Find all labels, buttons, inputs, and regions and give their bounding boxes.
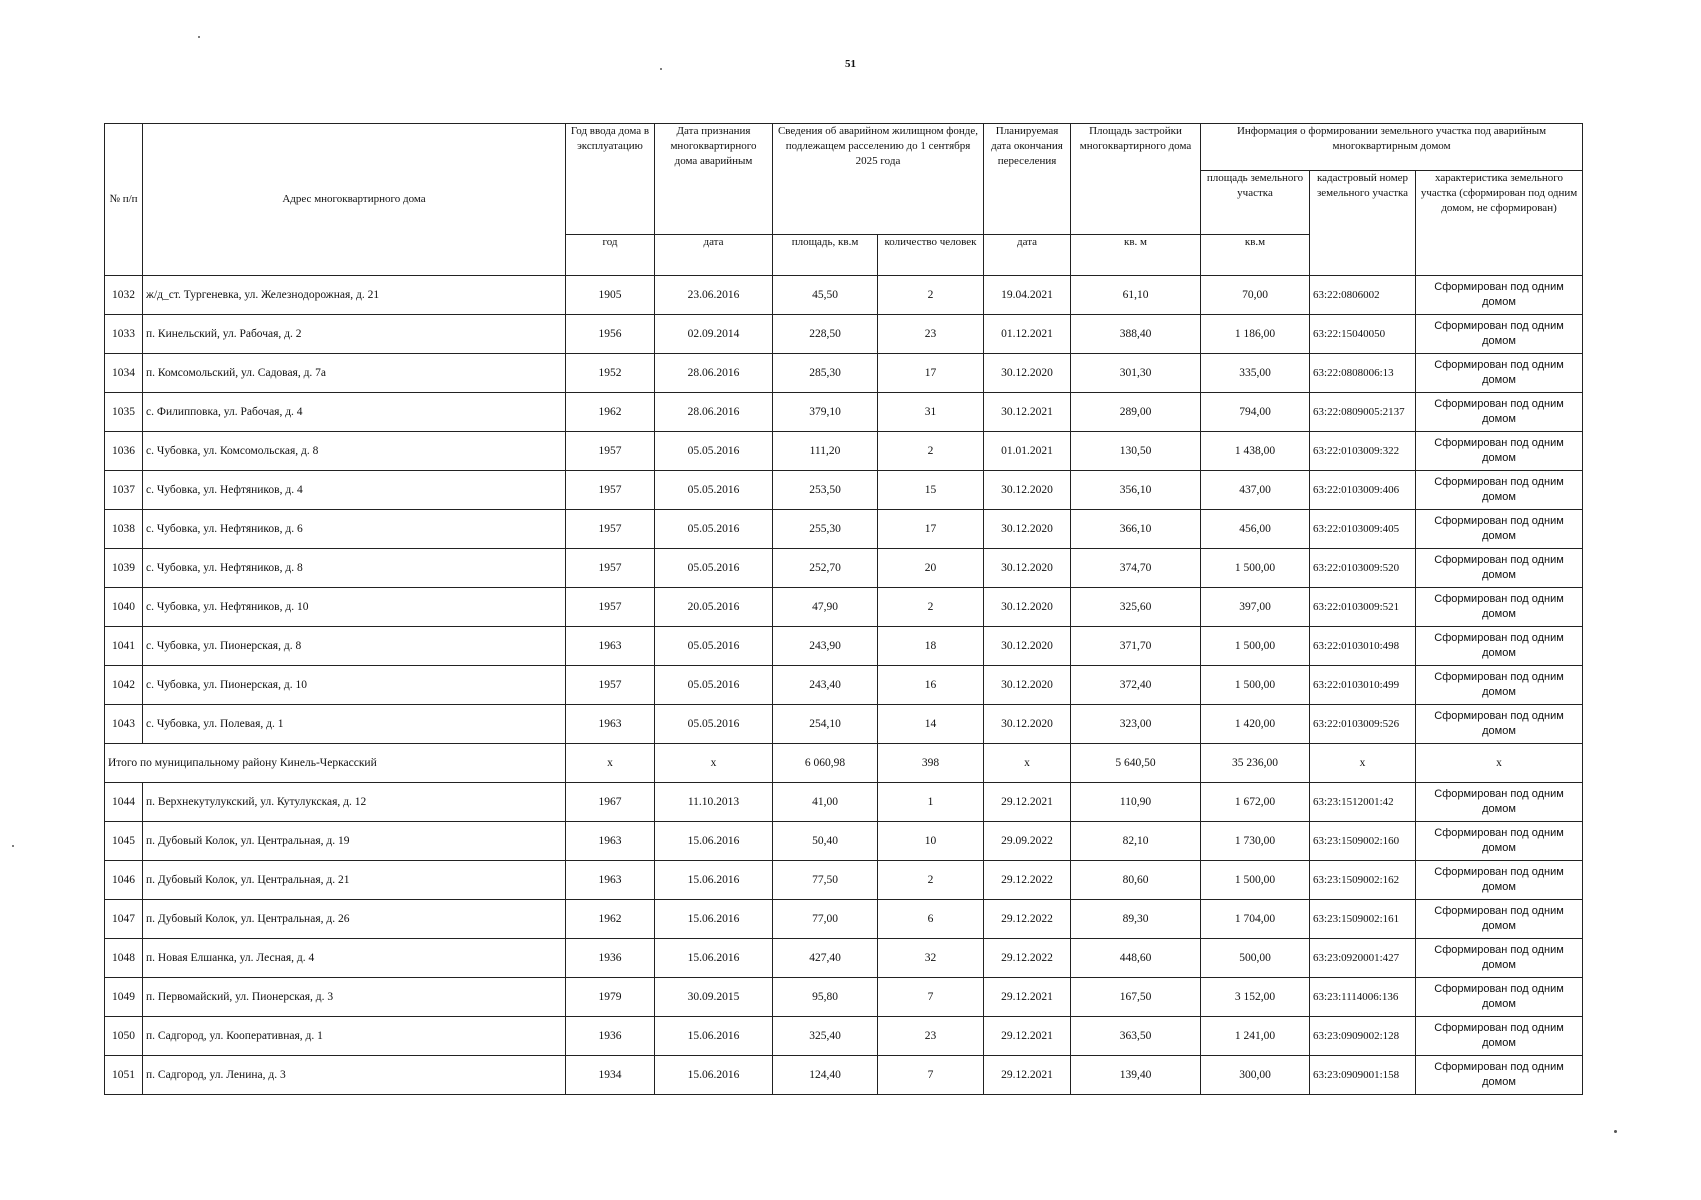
cell-char: Сформирован под одним домом <box>1416 276 1583 315</box>
cell-people: 31 <box>878 393 984 432</box>
table-row <box>105 822 1583 861</box>
cell-num: 1040 <box>105 588 143 627</box>
cell-build-area: 388,40 <box>1071 315 1201 354</box>
cell-date: 15.06.2016 <box>655 1017 773 1056</box>
cell-area: 50,40 <box>773 822 878 861</box>
cell-address: п. Комсомольский, ул. Садовая, д. 7а <box>143 354 566 393</box>
table-row <box>105 666 1583 705</box>
cell-address: с. Чубовка, ул. Полевая, д. 1 <box>143 705 566 744</box>
cell-build-area: 356,10 <box>1071 471 1201 510</box>
cell-cadastral: 63:22:0103009:521 <box>1310 588 1416 627</box>
cell-build-area: 61,10 <box>1071 276 1201 315</box>
cell-people: 7 <box>878 1056 984 1095</box>
cell-area: 45,50 <box>773 276 878 315</box>
cell-year: 1934 <box>566 1056 655 1095</box>
cell-char: Сформирован под одним домом <box>1416 705 1583 744</box>
cell-build-area: 448,60 <box>1071 939 1201 978</box>
cell-end: 30.12.2020 <box>984 627 1071 666</box>
cell-cadastral: 63:22:0103009:520 <box>1310 549 1416 588</box>
cell-date: 05.05.2016 <box>655 432 773 471</box>
unit-date: дата <box>655 235 773 276</box>
cell-num: 1032 <box>105 276 143 315</box>
cell-char: Сформирован под одним домом <box>1416 666 1583 705</box>
cell-year: 1952 <box>566 354 655 393</box>
cell-people: 10 <box>878 822 984 861</box>
cell-date: 23.06.2016 <box>655 276 773 315</box>
unit-area: площадь, кв.м <box>773 235 878 276</box>
cell-address: с. Чубовка, ул. Пионерская, д. 10 <box>143 666 566 705</box>
cell-year: 1979 <box>566 978 655 1017</box>
cell-cadastral: 63:23:1509002:160 <box>1310 822 1416 861</box>
header-land-char: характеристика земельного участка (сформирован под одним домом, не сформирован) <box>1416 171 1583 276</box>
cell-year: 1962 <box>566 393 655 432</box>
cell-num: 1048 <box>105 939 143 978</box>
cell-area: 77,50 <box>773 861 878 900</box>
cell-year: 1967 <box>566 783 655 822</box>
cell-char: Сформирован под одним домом <box>1416 432 1583 471</box>
unit-end-date: дата <box>984 235 1071 276</box>
cell-people: 23 <box>878 1017 984 1056</box>
cell-num: 1033 <box>105 315 143 354</box>
cell-end: 30.12.2021 <box>984 393 1071 432</box>
cell-num: 1042 <box>105 666 143 705</box>
cell-date: 15.06.2016 <box>655 939 773 978</box>
header-year-built: Год ввода дома в эксплуатацию <box>566 124 655 235</box>
cell-cadastral: 63:23:1509002:162 <box>1310 861 1416 900</box>
total-year: x <box>566 744 655 783</box>
cell-year: 1905 <box>566 276 655 315</box>
cell-end: 19.04.2021 <box>984 276 1071 315</box>
total-land-area: 35 236,00 <box>1201 744 1310 783</box>
unit-year: год <box>566 235 655 276</box>
cell-date: 05.05.2016 <box>655 666 773 705</box>
cell-build-area: 371,70 <box>1071 627 1201 666</box>
cell-area: 95,80 <box>773 978 878 1017</box>
cell-address: п. Дубовый Колок, ул. Центральная, д. 19 <box>143 822 566 861</box>
cell-char: Сформирован под одним домом <box>1416 900 1583 939</box>
cell-num: 1044 <box>105 783 143 822</box>
cell-people: 15 <box>878 471 984 510</box>
scan-speck <box>198 36 200 38</box>
total-cadastral: x <box>1310 744 1416 783</box>
cell-year: 1957 <box>566 510 655 549</box>
cell-area: 228,50 <box>773 315 878 354</box>
cell-people: 2 <box>878 432 984 471</box>
cell-date: 28.06.2016 <box>655 393 773 432</box>
cell-area: 111,20 <box>773 432 878 471</box>
cell-land-area: 300,00 <box>1201 1056 1310 1095</box>
page-number: 51 <box>845 58 856 70</box>
header-land-info: Информация о формировании земельного участка под аварийным многоквартирным домом <box>1201 124 1583 171</box>
cell-build-area: 110,90 <box>1071 783 1201 822</box>
scan-speck <box>1614 1130 1617 1133</box>
scan-speck <box>12 845 14 847</box>
cell-num: 1041 <box>105 627 143 666</box>
table-header <box>105 124 1583 276</box>
cell-year: 1962 <box>566 900 655 939</box>
cell-area: 77,00 <box>773 900 878 939</box>
cell-land-area: 456,00 <box>1201 510 1310 549</box>
cell-char: Сформирован под одним домом <box>1416 861 1583 900</box>
table-row <box>105 510 1583 549</box>
cell-area: 252,70 <box>773 549 878 588</box>
cell-build-area: 80,60 <box>1071 861 1201 900</box>
header-planned-end: Планируемая дата окончания переселения <box>984 124 1071 235</box>
table-row <box>105 900 1583 939</box>
cell-land-area: 437,00 <box>1201 471 1310 510</box>
cell-cadastral: 63:22:0808006:13 <box>1310 354 1416 393</box>
cell-address: п. Дубовый Колок, ул. Центральная, д. 26 <box>143 900 566 939</box>
cell-land-area: 1 500,00 <box>1201 549 1310 588</box>
cell-area: 243,40 <box>773 666 878 705</box>
cell-people: 20 <box>878 549 984 588</box>
cell-char: Сформирован под одним домом <box>1416 1056 1583 1095</box>
table-row <box>105 588 1583 627</box>
table-row <box>105 705 1583 744</box>
cell-build-area: 89,30 <box>1071 900 1201 939</box>
cell-cadastral: 63:23:1509002:161 <box>1310 900 1416 939</box>
cell-year: 1956 <box>566 315 655 354</box>
cell-people: 2 <box>878 588 984 627</box>
cell-end: 29.12.2022 <box>984 939 1071 978</box>
cell-area: 325,40 <box>773 1017 878 1056</box>
header-building-area: Площадь застройки многоквартирного дома <box>1071 124 1201 235</box>
cell-char: Сформирован под одним домом <box>1416 354 1583 393</box>
cell-address: п. Кинельский, ул. Рабочая, д. 2 <box>143 315 566 354</box>
cell-char: Сформирован под одним домом <box>1416 978 1583 1017</box>
cell-cadastral: 63:22:0103010:498 <box>1310 627 1416 666</box>
cell-date: 05.05.2016 <box>655 549 773 588</box>
cell-end: 30.12.2020 <box>984 510 1071 549</box>
total-end: x <box>984 744 1071 783</box>
cell-year: 1957 <box>566 588 655 627</box>
table-row <box>105 783 1583 822</box>
cell-cadastral: 63:22:0103009:405 <box>1310 510 1416 549</box>
cell-end: 29.12.2021 <box>984 1056 1071 1095</box>
emergency-housing-table <box>104 123 1583 1095</box>
cell-land-area: 3 152,00 <box>1201 978 1310 1017</box>
cell-land-area: 1 186,00 <box>1201 315 1310 354</box>
unit-land-area: кв.м <box>1201 235 1310 276</box>
cell-char: Сформирован под одним домом <box>1416 510 1583 549</box>
cell-num: 1050 <box>105 1017 143 1056</box>
cell-num: 1036 <box>105 432 143 471</box>
cell-date: 15.06.2016 <box>655 822 773 861</box>
cell-cadastral: 63:23:1114006:136 <box>1310 978 1416 1017</box>
cell-year: 1936 <box>566 939 655 978</box>
cell-build-area: 130,50 <box>1071 432 1201 471</box>
cell-people: 2 <box>878 861 984 900</box>
cell-address: п. Садгород, ул. Кооперативная, д. 1 <box>143 1017 566 1056</box>
cell-people: 17 <box>878 510 984 549</box>
cell-char: Сформирован под одним домом <box>1416 588 1583 627</box>
cell-cadastral: 63:23:0909002:128 <box>1310 1017 1416 1056</box>
total-build-area: 5 640,50 <box>1071 744 1201 783</box>
cell-cadastral: 63:22:15040050 <box>1310 315 1416 354</box>
cell-cadastral: 63:22:0103009:406 <box>1310 471 1416 510</box>
cell-address: ж/д_ст. Тургеневка, ул. Железнодорожная, д. 21 <box>143 276 566 315</box>
cell-end: 29.12.2021 <box>984 978 1071 1017</box>
table-row <box>105 1056 1583 1095</box>
cell-date: 20.05.2016 <box>655 588 773 627</box>
cell-address: п. Верхнекутулукский, ул. Кутулукская, д. 12 <box>143 783 566 822</box>
cell-num: 1046 <box>105 861 143 900</box>
table-row <box>105 1017 1583 1056</box>
cell-cadastral: 63:23:0909001:158 <box>1310 1056 1416 1095</box>
cell-end: 30.12.2020 <box>984 588 1071 627</box>
cell-build-area: 301,30 <box>1071 354 1201 393</box>
cell-area: 243,90 <box>773 627 878 666</box>
cell-address: с. Чубовка, ул. Нефтяников, д. 10 <box>143 588 566 627</box>
table-row <box>105 315 1583 354</box>
cell-cadastral: 63:22:0103009:526 <box>1310 705 1416 744</box>
cell-area: 427,40 <box>773 939 878 978</box>
cell-address: с. Чубовка, ул. Нефтяников, д. 4 <box>143 471 566 510</box>
cell-year: 1957 <box>566 666 655 705</box>
cell-char: Сформирован под одним домом <box>1416 627 1583 666</box>
cell-people: 14 <box>878 705 984 744</box>
cell-year: 1957 <box>566 432 655 471</box>
cell-end: 30.12.2020 <box>984 549 1071 588</box>
cell-num: 1035 <box>105 393 143 432</box>
cell-land-area: 1 420,00 <box>1201 705 1310 744</box>
total-char: x <box>1416 744 1583 783</box>
header-date-recognized: Дата признания многоквартирного дома аварийным <box>655 124 773 235</box>
cell-people: 32 <box>878 939 984 978</box>
cell-build-area: 372,40 <box>1071 666 1201 705</box>
cell-end: 01.01.2021 <box>984 432 1071 471</box>
table-total <box>105 744 1583 783</box>
cell-char: Сформирован под одним домом <box>1416 315 1583 354</box>
cell-area: 41,00 <box>773 783 878 822</box>
cell-end: 29.12.2021 <box>984 1017 1071 1056</box>
table-row <box>105 432 1583 471</box>
header-housing-info: Сведения об аварийном жилищном фонде, подлежащем расселению до 1 сентября 2025 года <box>773 124 984 235</box>
cell-end: 30.12.2020 <box>984 471 1071 510</box>
cell-land-area: 1 500,00 <box>1201 627 1310 666</box>
cell-land-area: 1 500,00 <box>1201 666 1310 705</box>
cell-area: 253,50 <box>773 471 878 510</box>
table-row <box>105 354 1583 393</box>
cell-date: 05.05.2016 <box>655 471 773 510</box>
cell-num: 1045 <box>105 822 143 861</box>
cell-date: 15.06.2016 <box>655 861 773 900</box>
cell-address: п. Новая Елшанка, ул. Лесная, д. 4 <box>143 939 566 978</box>
header-num: № п/п <box>105 124 143 276</box>
cell-land-area: 397,00 <box>1201 588 1310 627</box>
cell-year: 1963 <box>566 705 655 744</box>
table-row <box>105 978 1583 1017</box>
cell-area: 124,40 <box>773 1056 878 1095</box>
cell-cadastral: 63:22:0103010:499 <box>1310 666 1416 705</box>
cell-people: 23 <box>878 315 984 354</box>
cell-char: Сформирован под одним домом <box>1416 783 1583 822</box>
cell-num: 1043 <box>105 705 143 744</box>
cell-address: п. Дубовый Колок, ул. Центральная, д. 21 <box>143 861 566 900</box>
header-land-area: площадь земельного участка <box>1201 171 1310 235</box>
cell-build-area: 363,50 <box>1071 1017 1201 1056</box>
cell-date: 05.05.2016 <box>655 510 773 549</box>
cell-year: 1963 <box>566 627 655 666</box>
cell-end: 29.12.2021 <box>984 783 1071 822</box>
scan-speck <box>660 68 662 70</box>
cell-area: 379,10 <box>773 393 878 432</box>
cell-land-area: 335,00 <box>1201 354 1310 393</box>
cell-num: 1039 <box>105 549 143 588</box>
cell-char: Сформирован под одним домом <box>1416 549 1583 588</box>
cell-land-area: 1 704,00 <box>1201 900 1310 939</box>
cell-end: 29.12.2022 <box>984 900 1071 939</box>
cell-end: 29.09.2022 <box>984 822 1071 861</box>
cell-address: с. Чубовка, ул. Комсомольская, д. 8 <box>143 432 566 471</box>
cell-char: Сформирован под одним домом <box>1416 822 1583 861</box>
cell-build-area: 325,60 <box>1071 588 1201 627</box>
cell-cadastral: 63:23:1512001:42 <box>1310 783 1416 822</box>
cell-num: 1049 <box>105 978 143 1017</box>
cell-date: 15.06.2016 <box>655 900 773 939</box>
cell-address: п. Садгород, ул. Ленина, д. 3 <box>143 1056 566 1095</box>
cell-char: Сформирован под одним домом <box>1416 393 1583 432</box>
cell-num: 1047 <box>105 900 143 939</box>
cell-end: 30.12.2020 <box>984 354 1071 393</box>
cell-date: 05.05.2016 <box>655 627 773 666</box>
table-row <box>105 549 1583 588</box>
cell-land-area: 500,00 <box>1201 939 1310 978</box>
cell-area: 285,30 <box>773 354 878 393</box>
cell-year: 1963 <box>566 822 655 861</box>
unit-build-area: кв. м <box>1071 235 1201 276</box>
cell-date: 11.10.2013 <box>655 783 773 822</box>
cell-char: Сформирован под одним домом <box>1416 1017 1583 1056</box>
cell-build-area: 289,00 <box>1071 393 1201 432</box>
cell-end: 29.12.2022 <box>984 861 1071 900</box>
cell-date: 02.09.2014 <box>655 315 773 354</box>
cell-char: Сформирован под одним домом <box>1416 471 1583 510</box>
cell-area: 255,30 <box>773 510 878 549</box>
cell-land-area: 1 241,00 <box>1201 1017 1310 1056</box>
cell-build-area: 366,10 <box>1071 510 1201 549</box>
header-address: Адрес многоквартирного дома <box>143 124 566 276</box>
cell-land-area: 1 500,00 <box>1201 861 1310 900</box>
unit-people: количество человек <box>878 235 984 276</box>
table-row <box>105 393 1583 432</box>
cell-char: Сформирован под одним домом <box>1416 939 1583 978</box>
table-row <box>105 471 1583 510</box>
cell-land-area: 794,00 <box>1201 393 1310 432</box>
cell-land-area: 1 438,00 <box>1201 432 1310 471</box>
cell-address: с. Чубовка, ул. Нефтяников, д. 6 <box>143 510 566 549</box>
cell-land-area: 1 730,00 <box>1201 822 1310 861</box>
cell-year: 1936 <box>566 1017 655 1056</box>
cell-build-area: 374,70 <box>1071 549 1201 588</box>
cell-year: 1963 <box>566 861 655 900</box>
cell-address: п. Первомайский, ул. Пионерская, д. 3 <box>143 978 566 1017</box>
cell-people: 16 <box>878 666 984 705</box>
total-area: 6 060,98 <box>773 744 878 783</box>
cell-people: 7 <box>878 978 984 1017</box>
cell-area: 254,10 <box>773 705 878 744</box>
cell-build-area: 82,10 <box>1071 822 1201 861</box>
cell-build-area: 167,50 <box>1071 978 1201 1017</box>
cell-people: 2 <box>878 276 984 315</box>
table-row <box>105 861 1583 900</box>
cell-address: с. Чубовка, ул. Нефтяников, д. 8 <box>143 549 566 588</box>
total-row <box>105 744 1583 783</box>
cell-address: с. Чубовка, ул. Пионерская, д. 8 <box>143 627 566 666</box>
table-body-kinel-cherkassky <box>105 276 1583 744</box>
table-body-next-district <box>105 783 1583 1095</box>
total-label: Итого по муниципальному району Кинель-Черкасский <box>105 744 566 783</box>
table-row <box>105 939 1583 978</box>
cell-num: 1051 <box>105 1056 143 1095</box>
cell-num: 1038 <box>105 510 143 549</box>
cell-area: 47,90 <box>773 588 878 627</box>
cell-num: 1037 <box>105 471 143 510</box>
cell-people: 18 <box>878 627 984 666</box>
cell-date: 30.09.2015 <box>655 978 773 1017</box>
table-row <box>105 627 1583 666</box>
cell-land-area: 70,00 <box>1201 276 1310 315</box>
cell-people: 6 <box>878 900 984 939</box>
cell-end: 01.12.2021 <box>984 315 1071 354</box>
cell-num: 1034 <box>105 354 143 393</box>
cell-people: 1 <box>878 783 984 822</box>
cell-address: с. Филипповка, ул. Рабочая, д. 4 <box>143 393 566 432</box>
cell-end: 30.12.2020 <box>984 666 1071 705</box>
cell-cadastral: 63:23:0920001:427 <box>1310 939 1416 978</box>
cell-land-area: 1 672,00 <box>1201 783 1310 822</box>
total-people: 398 <box>878 744 984 783</box>
cell-date: 28.06.2016 <box>655 354 773 393</box>
cell-build-area: 323,00 <box>1071 705 1201 744</box>
header-cadastral: кадастровый номер земельного участка <box>1310 171 1416 276</box>
table-row <box>105 276 1583 315</box>
cell-build-area: 139,40 <box>1071 1056 1201 1095</box>
cell-year: 1957 <box>566 549 655 588</box>
cell-year: 1957 <box>566 471 655 510</box>
cell-date: 15.06.2016 <box>655 1056 773 1095</box>
cell-cadastral: 63:22:0809005:2137 <box>1310 393 1416 432</box>
cell-people: 17 <box>878 354 984 393</box>
cell-date: 05.05.2016 <box>655 705 773 744</box>
cell-cadastral: 63:22:0103009:322 <box>1310 432 1416 471</box>
cell-cadastral: 63:22:0806002 <box>1310 276 1416 315</box>
total-date: x <box>655 744 773 783</box>
cell-end: 30.12.2020 <box>984 705 1071 744</box>
